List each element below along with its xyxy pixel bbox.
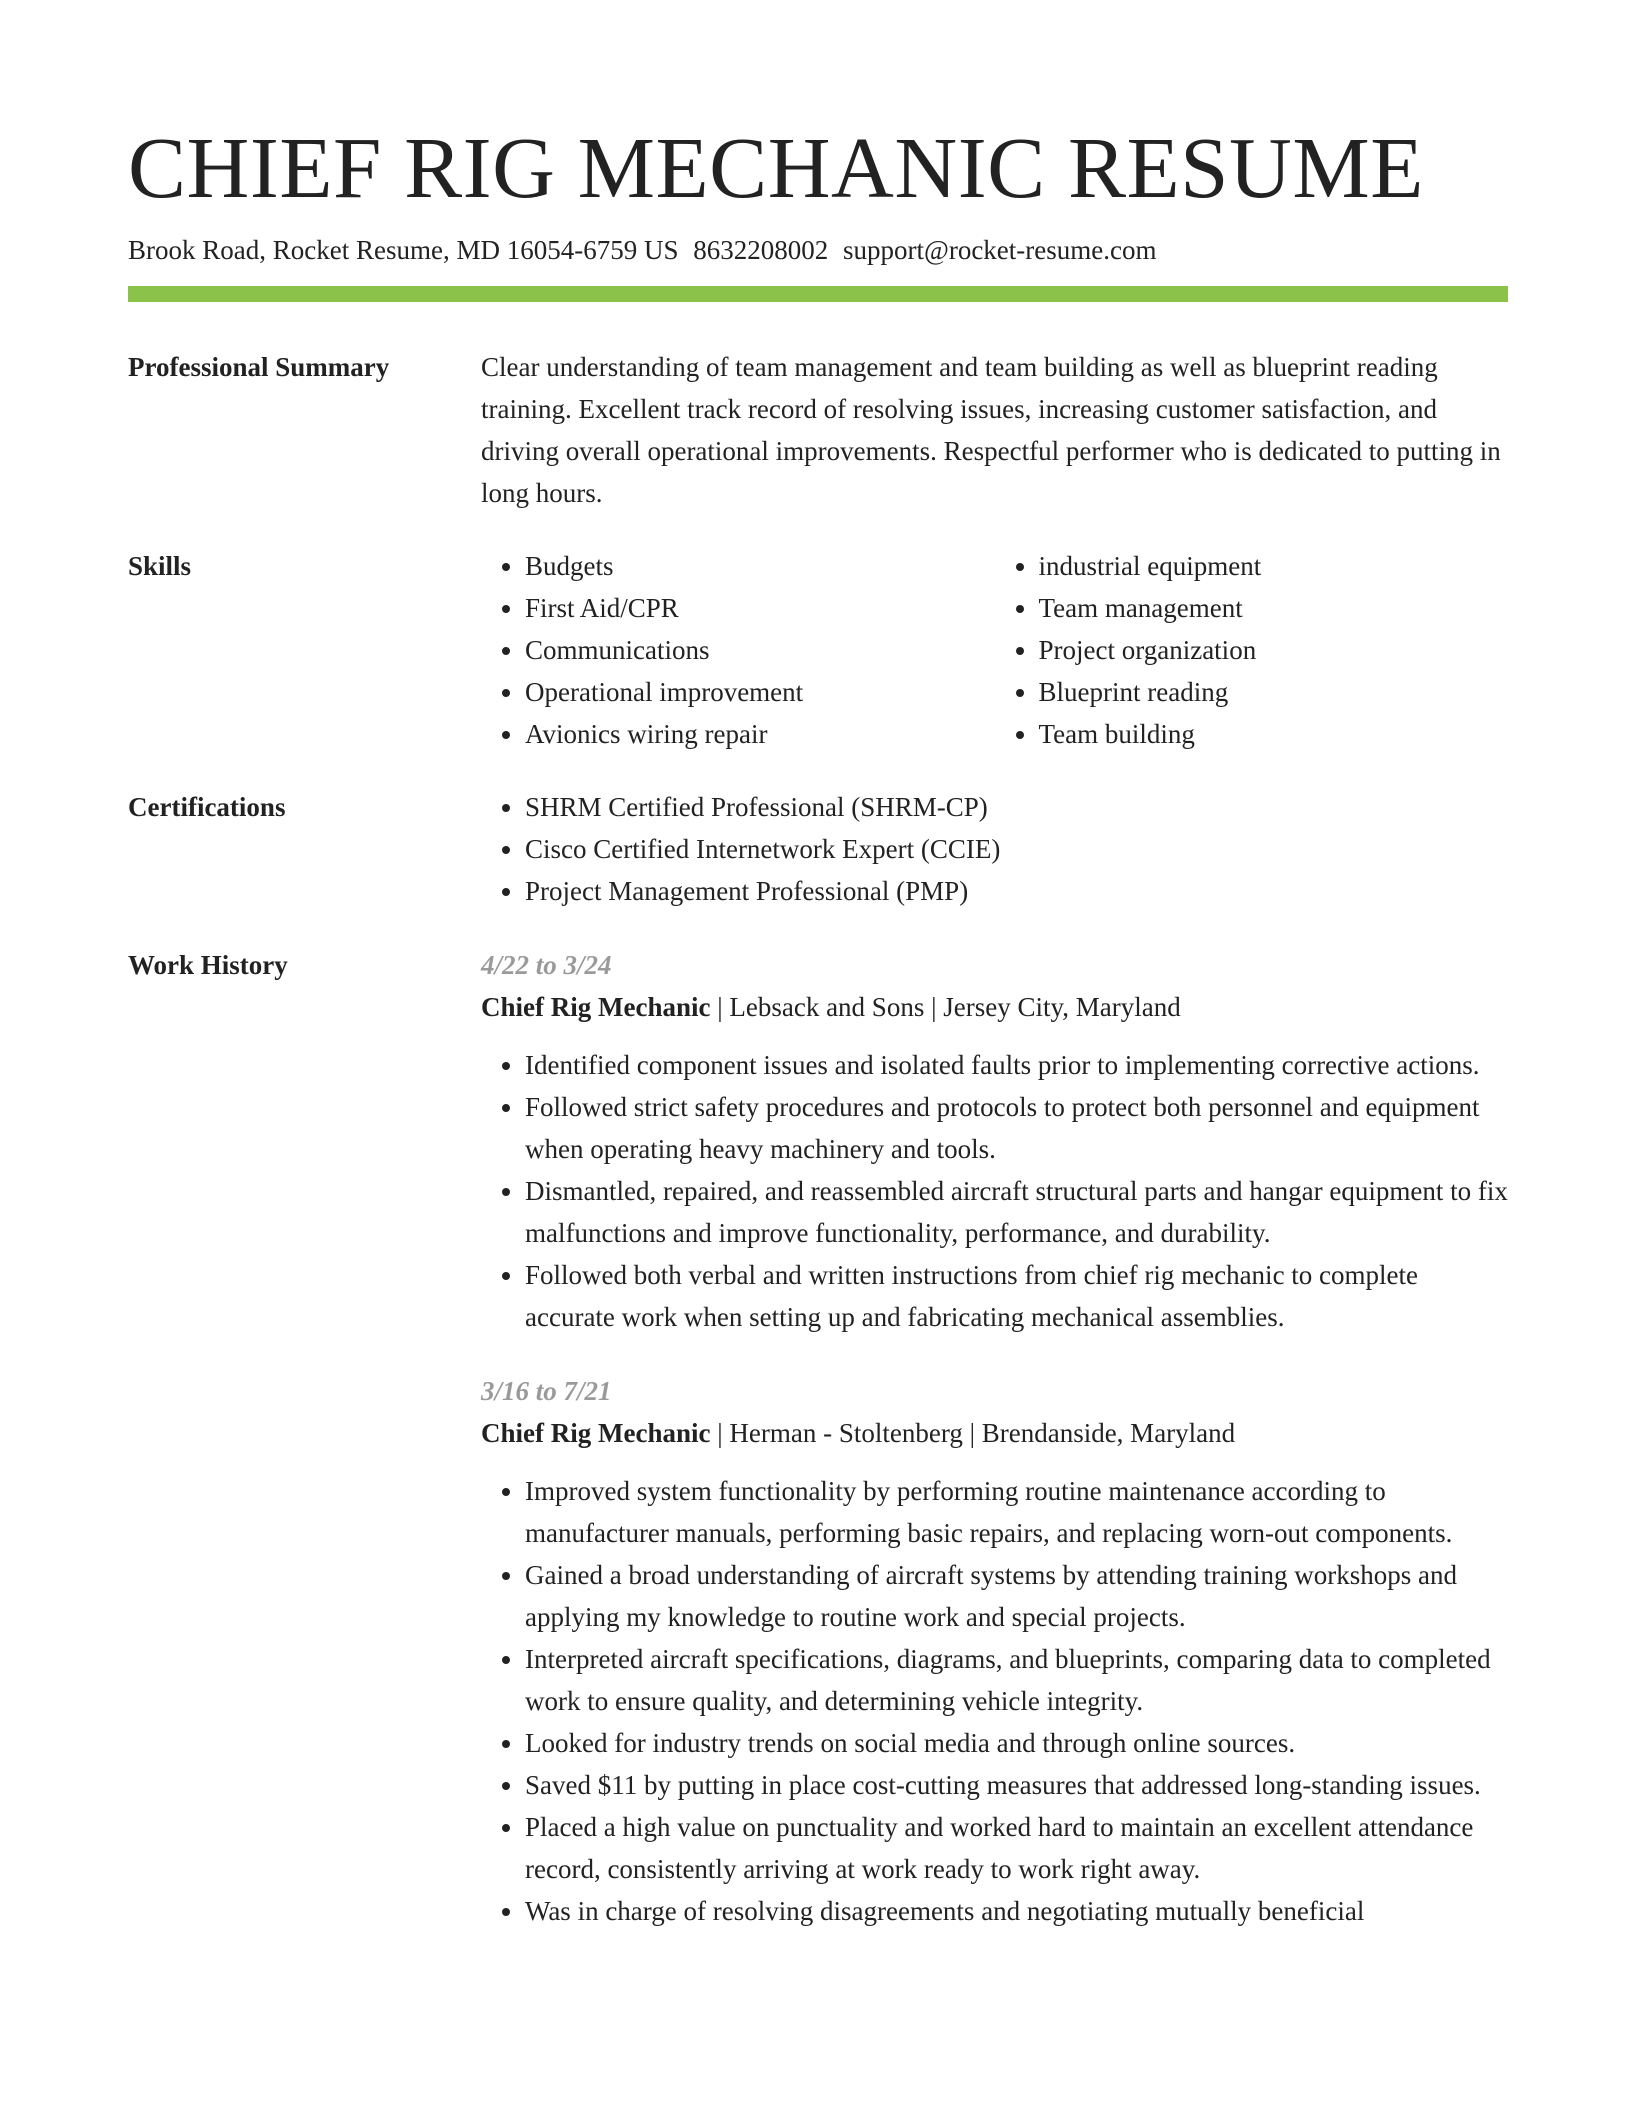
job-bullet: • Improved system functionality by performing routine maintenance according to manufacturer manuals, performing basic repairs, and replacing worn-out components. bbox=[525, 1470, 1508, 1554]
certification-item: • SHRM Certified Professional (SHRM-CP) bbox=[525, 786, 1508, 828]
job-bullets bbox=[481, 1470, 1508, 1932]
job-details: | Herman - Stoltenberg | Brendanside, Maryland bbox=[710, 1418, 1236, 1448]
certifications-heading: Certifications bbox=[128, 792, 286, 822]
skills-body bbox=[481, 545, 1508, 755]
skill-item: • Communications bbox=[525, 629, 995, 671]
job-bullet: • Interpreted aircraft specifications, diagrams, and blueprints, comparing data to completed work to ensure quality, and determining vehicle integrity. bbox=[525, 1638, 1508, 1722]
skill-item: • First Aid/CPR bbox=[525, 587, 995, 629]
summary-body bbox=[481, 346, 1508, 514]
skill-item: • Avionics wiring repair bbox=[525, 713, 995, 755]
job-bullet: • Identified component issues and isolated faults prior to implementing corrective actions. bbox=[525, 1044, 1508, 1086]
job-bullet: • Looked for industry trends on social media and through online sources. bbox=[525, 1722, 1508, 1764]
contact-phone: 8632208002 bbox=[693, 235, 829, 265]
job-dates: 3/16 to 7/21 bbox=[481, 1376, 612, 1406]
skill-item: • Project organization bbox=[1039, 629, 1509, 671]
skills-list-left bbox=[481, 545, 995, 755]
summary-text: Clear understanding of team management and team building as well as blueprint reading training. Excellent track record of resolving issues, increasing customer satisfaction, and driving overall operational improvements. Respectful performer who is dedicated to putting in long hours. bbox=[481, 352, 1501, 508]
skill-item: • Team management bbox=[1039, 587, 1509, 629]
skill-item: • Operational improvement bbox=[525, 671, 995, 713]
skill-item: • industrial equipment bbox=[1039, 545, 1509, 587]
job-bullet: • Gained a broad understanding of aircraft systems by attending training workshops and applying my knowledge to routine work and special projects. bbox=[525, 1554, 1508, 1638]
skill-item: • Budgets bbox=[525, 545, 995, 587]
certification-item: • Project Management Professional (PMP) bbox=[525, 870, 1508, 912]
job-bullet: • Placed a high value on punctuality and worked hard to maintain an excellent attendance record, consistently arriving at work ready to work right away. bbox=[525, 1806, 1508, 1890]
summary-heading: Professional Summary bbox=[128, 352, 390, 382]
job-bullets bbox=[481, 1044, 1508, 1338]
job-bullet: • Was in charge of resolving disagreements and negotiating mutually beneficial bbox=[525, 1890, 1508, 1932]
job-header bbox=[481, 1412, 1508, 1454]
job-bullet: • Followed strict safety procedures and protocols to protect both personnel and equipment when operating heavy machinery and tools. bbox=[525, 1086, 1508, 1170]
work-history-heading: Work History bbox=[128, 950, 288, 980]
contact-email: support@rocket-resume.com bbox=[842, 235, 1157, 265]
resume-title: CHIEF RIG MECHANIC RESUME bbox=[128, 119, 1424, 216]
job-dates: 4/22 to 3/24 bbox=[481, 950, 612, 980]
job-title: Chief Rig Mechanic bbox=[481, 992, 711, 1022]
skills-list-right bbox=[995, 545, 1509, 755]
contact-line bbox=[128, 232, 1157, 268]
certification-item: • Cisco Certified Internetwork Expert (CCIE) bbox=[525, 828, 1508, 870]
job-header bbox=[481, 986, 1508, 1028]
work-history-body bbox=[481, 944, 1508, 1932]
job-title: Chief Rig Mechanic bbox=[481, 1418, 711, 1448]
skill-item: • Blueprint reading bbox=[1039, 671, 1509, 713]
job-bullet: • Followed both verbal and written instructions from chief rig mechanic to complete accurate work when setting up and fabricating mechanical assemblies. bbox=[525, 1254, 1508, 1338]
skills-heading: Skills bbox=[128, 551, 192, 581]
certifications-body bbox=[481, 786, 1508, 912]
job-entry bbox=[481, 944, 1508, 1338]
contact-address: Brook Road, Rocket Resume, MD 16054-6759 US bbox=[128, 235, 679, 265]
job-entry bbox=[481, 1370, 1508, 1932]
job-details: | Lebsack and Sons | Jersey City, Maryland bbox=[710, 992, 1181, 1022]
certifications-list bbox=[481, 786, 1508, 912]
job-bullet: • Saved $11 by putting in place cost-cutting measures that addressed long-standing issues. bbox=[525, 1764, 1508, 1806]
header-divider bbox=[128, 286, 1508, 302]
job-bullet: • Dismantled, repaired, and reassembled aircraft structural parts and hangar equipment to fix malfunctions and improve functionality, performance, and durability. bbox=[525, 1170, 1508, 1254]
skill-item: • Team building bbox=[1039, 713, 1509, 755]
